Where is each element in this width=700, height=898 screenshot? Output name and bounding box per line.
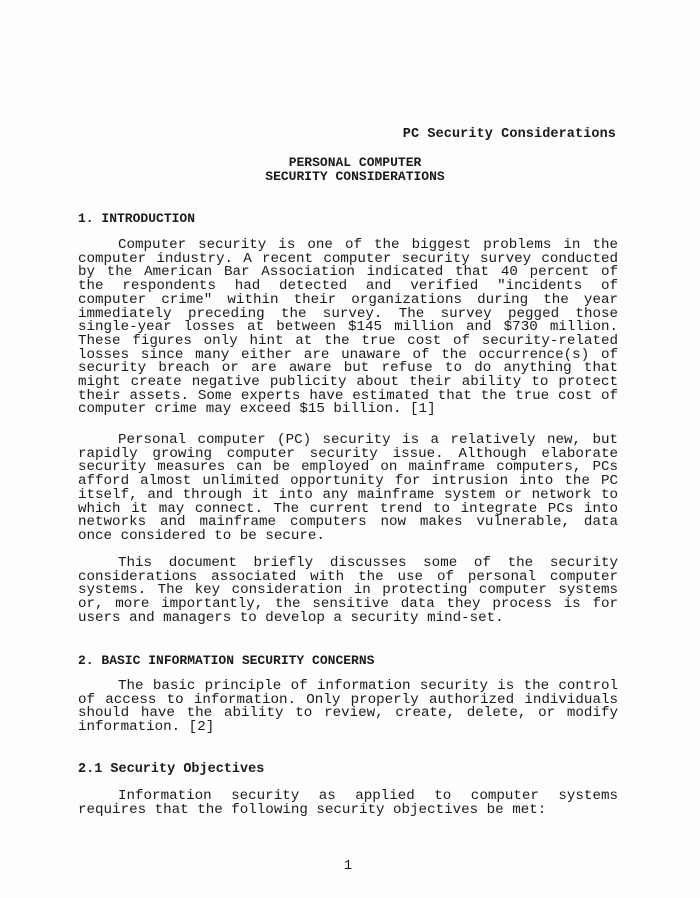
paragraph-text: Information security as applied to computer systems requires that the following security objectives be met: <box>78 788 618 818</box>
paragraph-text: Computer security is one of the biggest problems in the computer industry. A recent computer security survey conducted by the American Bar Association indicated that 40 percent of the respondents had detected and verified "incidents of computer crime" within their organizations during the year immediately preceding the survey. The survey pegged those single-year losses at between $145 million and $730 million. These figures only hint at the true cost of security-related losses since many either are unaware of the occurrence(s) of security breach or are aware but refuse to do anything that might create negative publicity about their ability to protect their assets. Some experts have estimated that the true cost of computer crime may exceed $15 billion. [1] <box>78 237 618 418</box>
paragraph-text: This document briefly discusses some of the security considerations associated with the use of personal computer systems. The key consideration in protecting computer systems or, more importantly, the sensitive data they process is for users and managers to develop a security mind-set. <box>78 555 618 626</box>
paragraph-text: Personal computer (PC) security is a relatively new, but rapidly growing computer security issue. Although elaborate security measures can be employed on mainframe computers, PCs afford almost unlimited opportunity for intrusion into the PC itself, and through it into any mainframe system or network to which it may connect. The current trend to integrate PCs into networks and mainframe computers now makes vulnerable, data once considered to be secure. <box>78 432 618 544</box>
document-title <box>0 156 700 184</box>
security-objectives-paragraph <box>78 790 618 817</box>
section-heading-introduction: 1. INTRODUCTION <box>78 211 196 226</box>
intro-paragraph-2 <box>78 434 618 544</box>
running-header: PC Security Considerations <box>402 127 616 142</box>
page-number <box>0 858 700 874</box>
intro-paragraph-3 <box>78 557 618 626</box>
basic-concerns-paragraph <box>78 680 618 735</box>
section-heading-basic-concerns: 2. BASIC INFORMATION SECURITY CONCERNS <box>78 653 375 668</box>
title-line-1: PERSONAL COMPUTER <box>288 155 422 170</box>
page-number-text: 1 <box>343 858 353 874</box>
title-line-2: SECURITY CONSIDERATIONS <box>265 169 445 184</box>
paragraph-text: The basic principle of information security is the control of access to information. Only properly authorized individuals should have the ability to review, create, delete, or modify information. [2] <box>78 678 618 736</box>
intro-paragraph-1 <box>78 239 618 417</box>
section-heading-security-objectives: 2.1 Security Objectives <box>78 762 265 777</box>
